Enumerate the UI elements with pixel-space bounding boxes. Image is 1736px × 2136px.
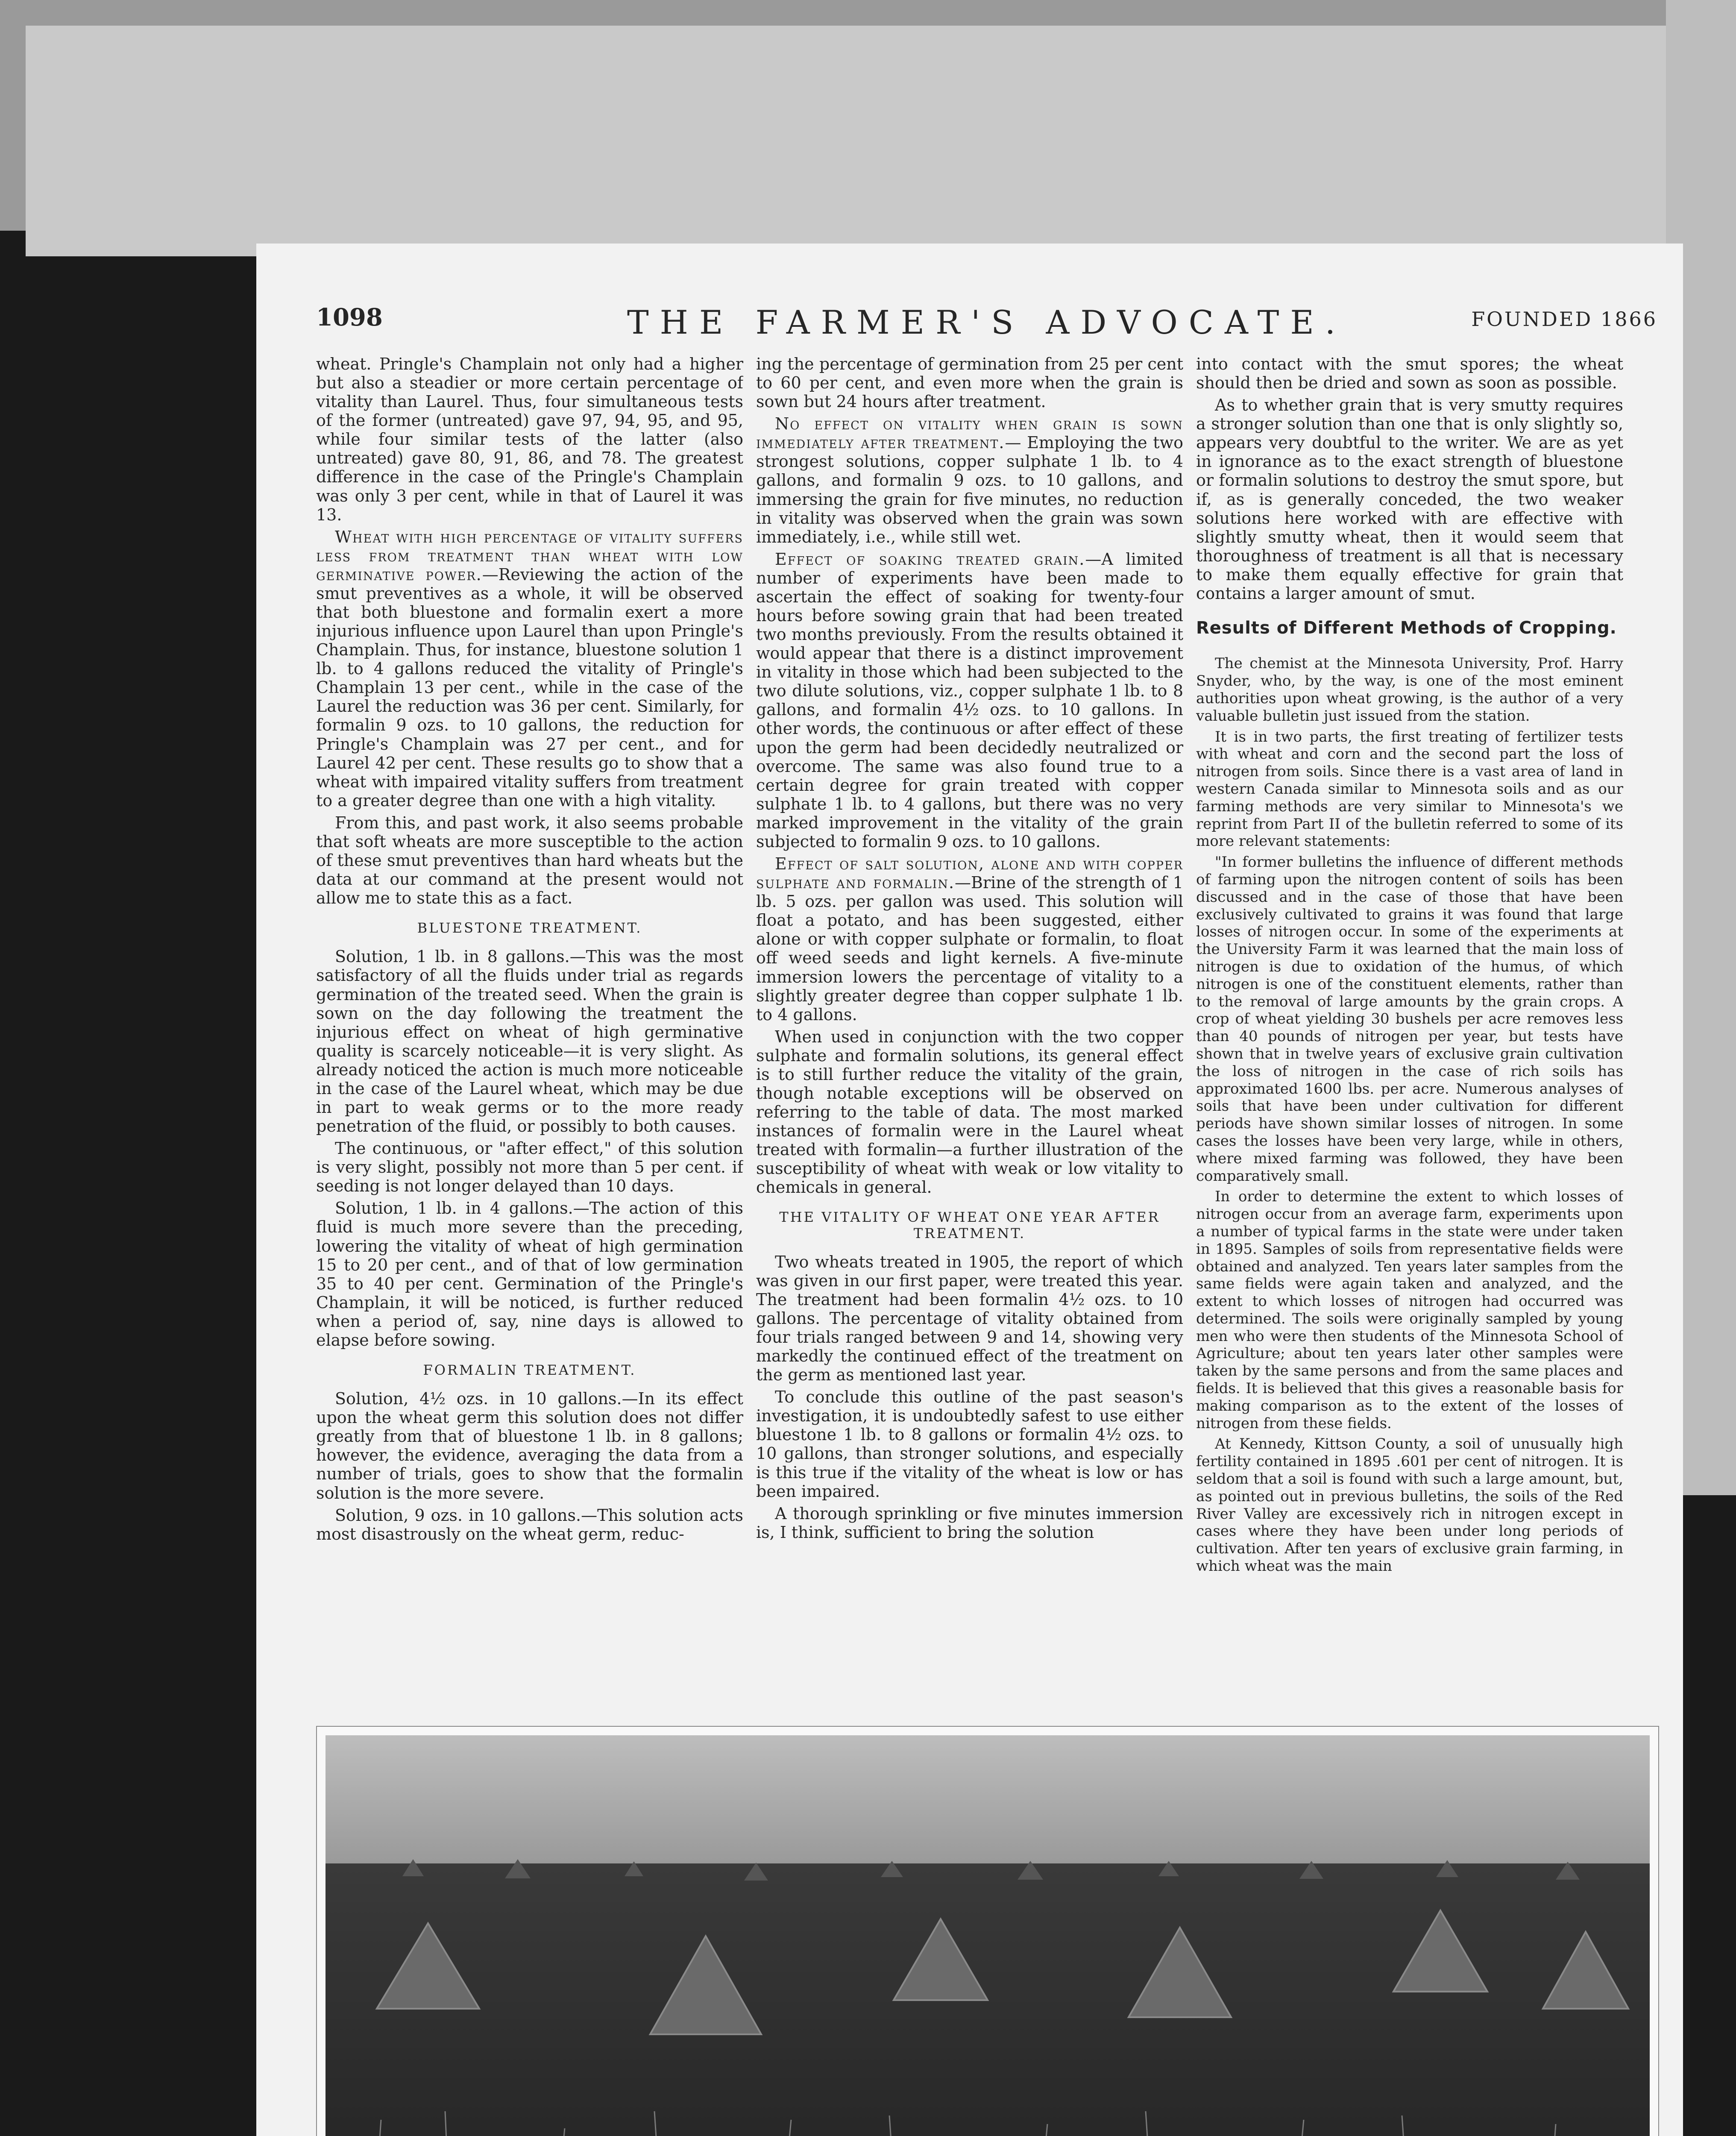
wheat-field-photo	[326, 1735, 1650, 2136]
run-in-heading: Effect of soaking treated grain.	[775, 549, 1085, 569]
paragraph: The chemist at the Minnesota University, Prof. Harry Snyder, who, by the way, is one of the most eminent authorities upon wheat growing, is the author of a very valuable bulletin just issued from the station.	[1196, 655, 1623, 725]
page-number: 1098	[316, 303, 383, 332]
paragraph: As to whether grain that is very smutty requires a stronger solution than one that is only slightly so, appears very doubtful to the writer. We are as yet in ignorance as to the exact strength of bluestone or formalin solutions to destroy the smut spore, but if, as is generally conceded, the two weaker solutions here worked with are effective with slightly smutty wheat, then it would seem that thoroughness of treatment is all that is necessary to make them equally effective for grain that contains a larger amount of smut.	[1196, 396, 1623, 603]
subheading: THE VITALITY OF WHEAT ONE YEAR AFTER TREATMENT.	[779, 1209, 1160, 1241]
paragraph-body: —A limited number of experiments have been made to ascertain the effect of soaking for twenty-four hours before sowing grain that had been treated two months previously. From the results obtained it would appear that there is a distinct improvement in vitality in those which had been subjected to the two dilute solutions, viz., copper sulphate 1 lb. to 8 gallons, and formalin 4½ ozs. to 10 gallons. In other words, the continuous or after effect of these upon the germ had been decidedly neutralized or overcome. The same was also found true to a certain degree for grain treated with copper sulphate 1 lb. to 4 gallons, but there was no very marked improvement in the vitality of the grain subjected to formalin 9 ozs. to 10 gallons.	[756, 549, 1183, 851]
paragraph	[316, 528, 743, 810]
column-1	[316, 355, 743, 1679]
paragraph: In order to determine the extent to which losses of nitrogen occur from an average farm, experiments upon a number of typical farms in the state were under taken in 1895. Samples of soils from representative fields were obtained and analyzed. Ten years later samples from the same fields were again taken and analyzed, and the extent to which losses of nitrogen had occurred was determined. The soils were originally sampled by young men who were then students of the Minnesota School of Agriculture; about ten years later other samples were taken by the same persons and from the same places and fields. It is believed that this gives a reasonable basis for making comparison as to the extent of the losses of nitrogen from these fields.	[1196, 1188, 1623, 1432]
paragraph: Solution, 1 lb. in 4 gallons.—The action of this fluid is much more severe than the preceding, lowering the vitality of wheat of high germination 15 to 20 per cent., and of that of low germination 35 to 40 per cent. Germination of the Pringle's Champlain, it will be noticed, is further reduced when a period of, say, nine days is allowed to elapse before sowing.	[316, 1199, 743, 1350]
paragraph	[756, 854, 1183, 1024]
page-header	[316, 303, 1657, 350]
paragraph: wheat. Pringle's Champlain not only had a higher but also a steadier or more certain percentage of vitality than Laurel. Thus, four simultaneous tests of the former (untreated) gave 97, 94, 95, and 95, while four similar tests of the latter (also untreated) gave 80, 91, 86, and 78. The greatest difference in the case of the Pringle's Champlain was only 3 per cent, while in that of Laurel it was 13.	[316, 355, 743, 524]
paragraph: Solution, 9 ozs. in 10 gallons.—This solution acts most disastrously on the wheat germ, reduc-	[316, 1505, 743, 1543]
run-in-heading: Effect of salt solution, alone and with copper sulphate and formalin.	[756, 854, 1183, 892]
paragraph: To conclude this outline of the past season's investigation, it is undoubtedly safest to use either bluestone 1 lb. to 8 gallons or formalin 4½ ozs. to 10 gallons, than stronger solutions, and especially is this true if the vitality of the wheat is low or has been impaired.	[756, 1388, 1183, 1501]
subheading: FORMALIN TREATMENT.	[423, 1362, 636, 1379]
paragraph: Two wheats treated in 1905, the report of which was given in our first paper, were treated this year. The treatment had been formalin 4½ ozs. to 10 gallons. The percentage of vitality obtained from four trials ranged between 9 and 14, showing very markedly the continued effect of the treatment on the germ as mentioned last year.	[756, 1252, 1183, 1385]
scan-backing-sheet	[26, 26, 1692, 256]
paragraph: A thorough sprinkling or five minutes immersion is, I think, sufficient to bring the solution	[756, 1504, 1183, 1542]
run-in-heading: Wheat with high percentage of vitality suffers less from treatment than wheat with low germinative power.	[316, 527, 743, 584]
paragraph: At Kennedy, Kittson County, a soil of unusually high fertility contained in 1895 .601 per cent of nitrogen. It is seldom that a soil is found with such a large amount, but, as pointed out in previous bulletins, the soils of the Red River Valley are excessively rich in nitrogen except in cases where they have been under long periods of cultivation. After ten years of exclusive grain farming, in which wheat was the main	[1196, 1435, 1623, 1575]
sky	[326, 1735, 1650, 1863]
paragraph: into contact with the smut spores; the wheat should then be dried and sown as soon as possible.	[1196, 355, 1623, 393]
paragraph: From this, and past work, it also seems probable that soft wheats are more susceptible to the action of these smut preventives than hard wheats but the data at our command at the present would not allow me to state this as a fact.	[316, 813, 743, 908]
founded-label: FOUNDED 1866	[1471, 308, 1657, 331]
paragraph	[756, 550, 1183, 851]
newspaper-page	[256, 244, 1683, 2136]
paragraph: ing the percentage of germination from 25 per cent to 60 per cent, and even more when the grain is sown but 24 hours after treatment.	[756, 355, 1183, 411]
paragraph: The continuous, or "after effect," of this solution is very slight, possibly not more than 5 per cent. if seeding is not longer delayed than 10 days.	[316, 1139, 743, 1196]
paragraph: Solution, 1 lb. in 8 gallons.—This was the most satisfactory of all the fluids under trial as regards germination of the treated seed. When the grain is sown on the day following the treatment the injurious effect on wheat of high germinative quality is scarcely noticeable—it is very slight. As already noticed the action is much more noticeable in the case of the Laurel wheat, which may be due in part to weak germs or to the more ready penetration of the fluid, or possibly to both causes.	[316, 947, 743, 1136]
quoted-paragraph: "In former bulletins the influence of different methods of farming upon the nitrogen content of soils has been discussed and in the case of those that have been exclusively cultivated to grains it was found that large losses of nitrogen occur. In some of the experiments at the University Farm it was learned that the main loss of nitrogen is due to oxidation of the humus, of which nitrogen is one of the constituent elements, rather than to the removal of large amounts by the grain crops. A crop of wheat yielding 30 bushels per acre removes less than 40 pounds of nitrogen per year, but tests have shown that in twelve years of exclusive grain cultivation the loss of nitrogen in the case of rich soils has approximated 1600 lbs. per acre. Numerous analyses of soils that have been under cultivation for different periods have shown similar losses of nitrogen. In some cases the losses have been very large, while in others, where mixed farming was followed, they have been comparatively small.	[1196, 854, 1623, 1185]
run-in-heading: No effect on vitality when grain is sown immediately after treatment.	[756, 414, 1183, 452]
paragraph-body: —Brine of the strength of 1 lb. 5 ozs. per gallon was used. This solution will float a potato, and has been suggested, either alone or with copper sulphate or formalin, to float off weed seeds and light kernels. A five-minute immersion lowers the percentage of vitality to a slightly greater degree than copper sulphate 1 lb. to 4 gallons.	[756, 873, 1183, 1024]
column-2	[756, 355, 1183, 1679]
photo-frame	[316, 1726, 1659, 2136]
paragraph-body: — Employing the two strongest solutions, copper sulphate 1 lb. to 4 gallons, and formalin 9 ozs. to 10 gallons, and immersing the grain for five minutes, no reduction in vitality was observed when the grain was sown immediately, i.e., while still wet.	[756, 433, 1183, 546]
column-3	[1196, 355, 1623, 1679]
paragraph: Solution, 4½ ozs. in 10 gallons.—In its effect upon the wheat germ this solution does not differ greatly from that of bluestone 1 lb. in 8 gallons; however, the evidence, averaging the data from a number of trials, goes to show that the formalin solution is the more severe.	[316, 1389, 743, 1502]
paragraph: It is in two parts, the first treating of fertilizer tests with wheat and corn and the second part the loss of nitrogen from soils. Since there is a vast area of land in western Canada similar to Minnesota soils and as our farming methods are very similar to Minnesota's we reprint from Part II of the bulletin referred to some of its more relevant statements:	[1196, 728, 1623, 850]
paragraph-body: —Reviewing the action of the smut preventives as a whole, it will be observed that both bluestone and formalin exert a more injurious influence upon Laurel than upon Pringle's Champlain. Thus, for instance, bluestone solution 1 lb. to 4 gallons reduced the vitality of Pringle's Champlain 13 per cent., while in the case of the Laurel the reduction was 36 per cent. Similarly, for formalin 9 ozs. to 10 gallons, the reduction for Pringle's Champlain was 27 per cent., and for Laurel 42 per cent. These results go to show that a wheat with impaired vitality suffers from treatment to a greater degree than one with a high vitality.	[316, 565, 743, 810]
article-heading: Results of Different Methods of Cropping.	[1196, 618, 1617, 638]
subheading: BLUESTONE TREATMENT.	[417, 920, 642, 936]
paragraph: When used in conjunction with the two copper sulphate and formalin solutions, its general effect is to still further reduce the vitality of the grain, though notable exceptions will be observed on referring to the table of data. The most marked instances of formalin were in the Laurel wheat treated with formalin—a further illustration of the susceptibility of wheat with weak or low vitality to chemicals in general.	[756, 1027, 1183, 1197]
paragraph	[756, 414, 1183, 546]
masthead-title: THE FARMER'S ADVOCATE.	[627, 303, 1347, 341]
